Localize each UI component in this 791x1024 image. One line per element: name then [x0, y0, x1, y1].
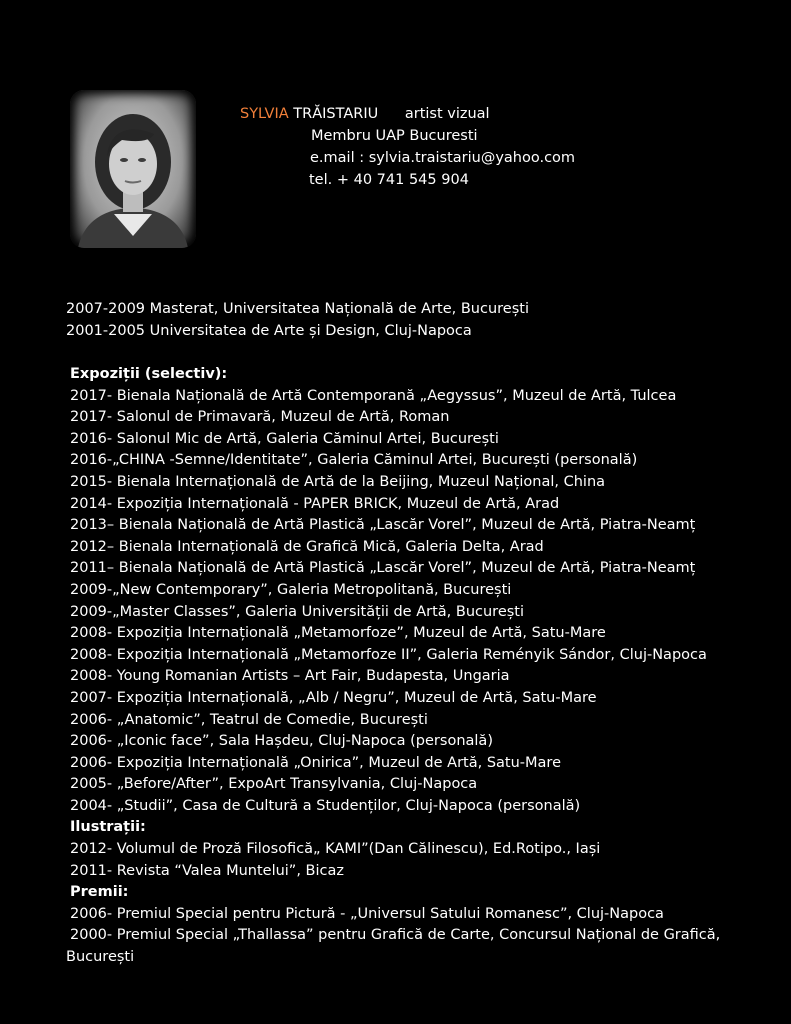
email[interactable]: e.mail : sylvia.traistariu@yahoo.com [310, 150, 576, 166]
awards-list [66, 904, 766, 947]
last-name: TRĂISTARIU [293, 106, 379, 122]
portrait-icon [70, 90, 196, 248]
exhibition-item: 2006- Expoziția Internațională „Onirica”, Muzeul de Artă, Satu-Mare [70, 754, 561, 771]
exhibition-item: 2009-„Master Classes”, Galeria Universității de Artă, București [70, 603, 525, 620]
membership: Membru UAP Bucuresti [311, 128, 478, 144]
illustration-item: 2011- Revista “Valea Muntelui”, Bicaz [70, 862, 344, 879]
exhibition-item: 2005- „Before/After”, ExpoArt Transylvania, Cluj-Napoca [70, 776, 478, 793]
name-line [240, 104, 490, 124]
exhibition-item: 2004- „Studii”, Casa de Cultură a Studenților, Cluj-Napoca (personală) [70, 797, 581, 814]
first-name: SYLVIA [240, 106, 289, 122]
illustrations-list [66, 839, 766, 882]
education-item: 2001-2005 Universitatea de Arte și Design, Cluj-Napoca [66, 322, 472, 339]
illustration-item: 2012- Volumul de Proză Filosofică„ KAMI”(Dan Călinescu), Ed.Rotipo., Iași [70, 841, 601, 858]
exhibition-item: 2017- Salonul de Primavară, Muzeul de Artă, Roman [70, 409, 450, 426]
award-item: 2000- Premiul Special „Thallassa” pentru Grafică de Carte, Concursul Național de Grafică, [70, 927, 721, 944]
exhibitions-list [66, 386, 766, 818]
exhibition-item: 2008- Expoziția Internațională „Metamorfoze”, Muzeul de Artă, Satu-Mare [70, 625, 606, 642]
award-item: 2006- Premiul Special pentru Pictură - „Universul Satului Romanesc”, Cluj-Napoca [70, 905, 664, 922]
exhibitions-heading: Expoziții (selectiv): [70, 366, 228, 382]
illustrations-heading: Ilustrații: [70, 819, 146, 836]
education-section [66, 299, 766, 342]
exhibition-item: 2012– Bienala Internațională de Grafică Mică, Galeria Delta, Arad [70, 538, 544, 555]
awards-heading: Premii: [70, 884, 129, 901]
exhibition-item: 2009-„New Contemporary”, Galeria Metropolitană, București [70, 581, 512, 598]
exhibition-item: 2008- Young Romanian Artists – Art Fair, Budapesta, Ungaria [70, 668, 510, 685]
exhibition-item: 2006- „Iconic face”, Sala Hașdeu, Cluj-Napoca (personală) [70, 733, 493, 750]
portrait-photo [70, 90, 196, 248]
role: artist vizual [404, 106, 490, 122]
exhibition-item: 2008- Expoziția Internațională „Metamorfoze II”, Galeria Reményik Sándor, Cluj-Napoca [70, 646, 707, 663]
award-continuation: București [66, 949, 135, 966]
education-item: 2007-2009 Masterat, Universitatea Națională de Arte, București [66, 301, 529, 317]
exhibition-item: 2015- Bienala Internațională de Artă de la Beijing, Muzeul Național, China [70, 473, 606, 490]
exhibition-item: 2006- „Anatomic”, Teatrul de Comedie, București [70, 711, 428, 728]
exhibition-item: 2014- Expoziția Internațională - PAPER BRICK, Muzeul de Artă, Arad [70, 495, 560, 512]
phone: tel. + 40 741 545 904 [309, 172, 469, 188]
exhibition-item: 2011– Bienala Națională de Artă Plastică „Lascăr Vorel”, Muzeul de Artă, Piatra-Neamț [70, 560, 696, 577]
exhibition-item: 2017- Bienala Națională de Artă Contemporană „Aegyssus”, Muzeul de Artă, Tulcea [70, 387, 677, 404]
exhibition-item: 2016- Salonul Mic de Artă, Galeria Căminul Artei, București [70, 430, 499, 447]
exhibition-item: 2007- Expoziția Internațională, „Alb / Negru”, Muzeul de Artă, Satu-Mare [70, 689, 597, 706]
cv-body [66, 364, 766, 969]
exhibition-item: 2013– Bienala Națională de Artă Plastică „Lascăr Vorel”, Muzeul de Artă, Piatra-Neamț [70, 517, 696, 534]
exhibition-item: 2016-„CHINA -Semne/Identitate”, Galeria Căminul Artei, București (personală) [70, 452, 638, 469]
